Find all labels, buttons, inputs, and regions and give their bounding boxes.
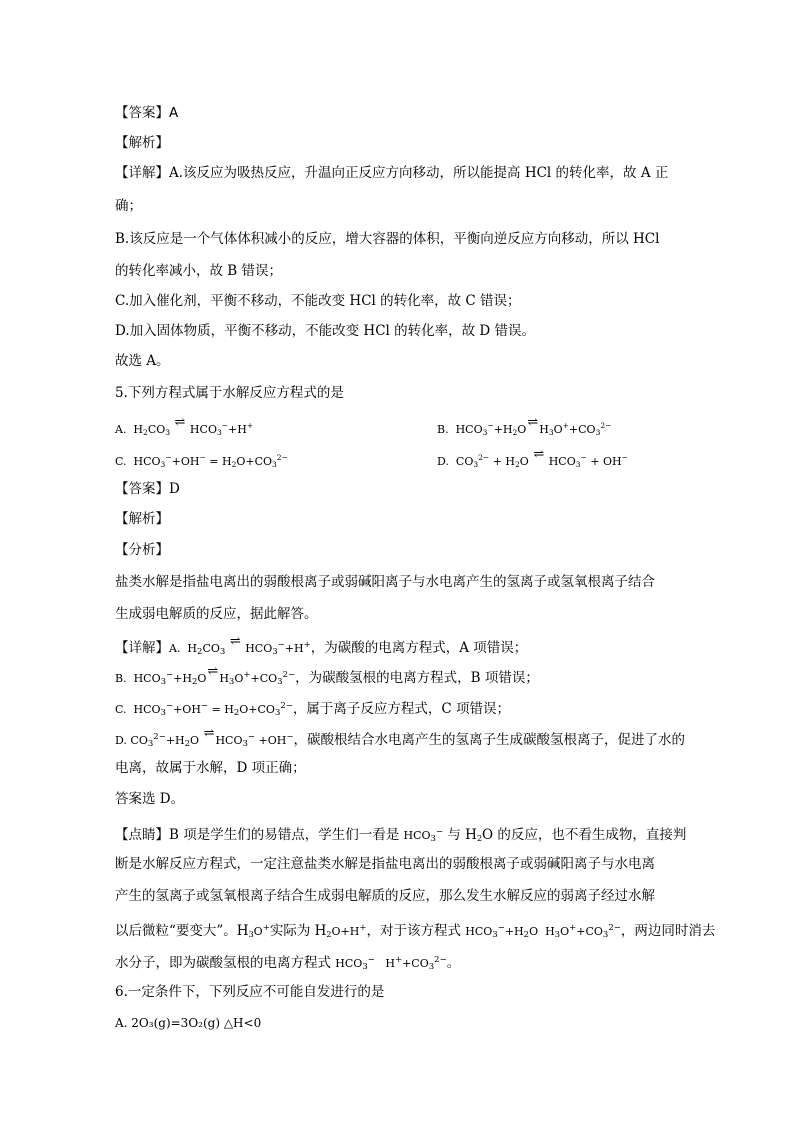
q5-detail-c: C. $HCO_3^-+OH^- = H_2O+CO_3^{2-}$，属于离子反应方程式，C 项错误； xyxy=(115,701,511,718)
equilibrium-arrow-icon: ⇌ xyxy=(207,664,219,679)
q5-stem: 5.下列方程式属于水解反应方程式的是 xyxy=(115,385,344,401)
q5-answer: 【答案】D xyxy=(115,481,180,497)
equilibrium-arrow-icon: ⇌ xyxy=(229,634,241,649)
q4-option-b-line2: 的转化率减小，故 B 错误； xyxy=(115,263,283,279)
q5-analysis-heading: 【解析】 xyxy=(115,511,169,527)
q5-detail-b: B. $HCO_3^-+H_2O\rightleftharpoons H_3O^++CO_3^{2-}$，为碳酸氢根的电离方程式，B 项错误； xyxy=(115,664,539,687)
equilibrium-arrow-icon: ⇌ xyxy=(527,415,539,430)
equilibrium-arrow-icon: ⇌ xyxy=(174,415,186,430)
q5-conclusion: 答案选 D。 xyxy=(115,791,185,807)
q5-option-b: B. $HCO_3^-+H_2O\rightleftharpoons H_3O^++CO_3^{2-}$ xyxy=(437,415,612,437)
q5-fenxi-line1: 盐类水解是指盐电离出的弱酸根离子或弱碱阳离子与水电离产生的氢离子或氢氧根离子结合 xyxy=(115,574,655,590)
q6-stem: 6.一定条件下，下列反应不可能自发进行的是 xyxy=(115,984,385,1000)
q5-dianjing-line2: 断是水解反应方程式，一定注意盐类水解是指盐电离出的弱酸根离子或弱碱阳离子与水电离 xyxy=(115,856,655,872)
q4-detail-line2: 确； xyxy=(115,198,142,214)
q5-detail-d-line2: 电离，故属于水解，D 项正确； xyxy=(115,760,306,776)
q5-option-d: D. $CO_3^{2-} + H_2O$ ⇌ $HCO_3^- + OH^-$ xyxy=(437,447,628,469)
q5-dianjing-line3: 产生的氢离子或氢氧根离子结合生成弱电解质的反应，那么发生水解反应的弱离子经过水解 xyxy=(115,888,655,904)
q5-option-a: A. $H_2CO_3$ ⇌ $HCO_3^-+H^+$ xyxy=(115,415,254,437)
q4-option-d: D.加入固体物质，平衡不移动，不能改变 HCl 的转化率，故 D 错误。 xyxy=(115,323,536,339)
q5-option-c: C. $HCO_3^-+OH^- = H_2O+CO_3^{2-}$ xyxy=(115,453,288,469)
q5-fenxi-line2: 生成弱电解质的反应，据此解答。 xyxy=(115,606,318,622)
q5-detail-a: 【详解】A. $H_2CO_3$ ⇌ $HCO_3^-+H^+$，为碳酸的电离方程式，A 项错误； xyxy=(115,634,528,657)
q4-analysis-heading: 【解析】 xyxy=(115,135,169,151)
q5-dianjing-line4: 以后微粒“要变大”。$H_3O^+$实际为 $H_2O+H^+$，对于该方程式 $HCO_3^-+H_2O$ $H_3O^++CO_3^{2-}$，两边同时消去 xyxy=(115,923,716,940)
q6-option-a: A. 2O₃(g)=3O₂(g) △H<0 xyxy=(115,1016,262,1030)
q4-option-b-line1: B.该反应是一个气体体积减小的反应，增大容器的体积，平衡向逆反应方向移动，所以 HCl xyxy=(115,231,660,247)
q4-conclusion: 故选 A。 xyxy=(115,353,170,369)
q4-detail-line1: 【详解】A.该反应为吸热反应，升温向正反应方向移动，所以能提高 HCl 的转化率，故 A 正 xyxy=(115,165,669,181)
q4-answer: 【答案】A xyxy=(115,105,179,121)
q5-fenxi-heading: 【分析】 xyxy=(115,542,169,558)
equilibrium-arrow-icon: ⇌ xyxy=(203,726,215,741)
equilibrium-arrow-icon: ⇌ xyxy=(533,447,545,462)
q5-dianjing-line5: 水分子，即为碳酸氢根的电离方程式 $HCO_3^-$ $H^++CO_3^{2-}$。 xyxy=(115,955,461,972)
q5-dianjing-line1: 【点睛】B 项是学生们的易错点，学生们一看是 $HCO_3^-$ 与 $H_2O$ 的反应，也不看生成物，直接判 xyxy=(115,827,687,844)
q4-option-c: C.加入催化剂，平衡不移动，不能改变 HCl 的转化率，故 C 错误； xyxy=(115,293,521,309)
q5-detail-d: D. $CO_3^{2-}+H_2O$ $\rightleftharpoons HCO_3^- +OH^-$，碳酸根结合水电离产生的氢离子生成碳酸氢根离子，促进了水的 xyxy=(115,726,685,749)
